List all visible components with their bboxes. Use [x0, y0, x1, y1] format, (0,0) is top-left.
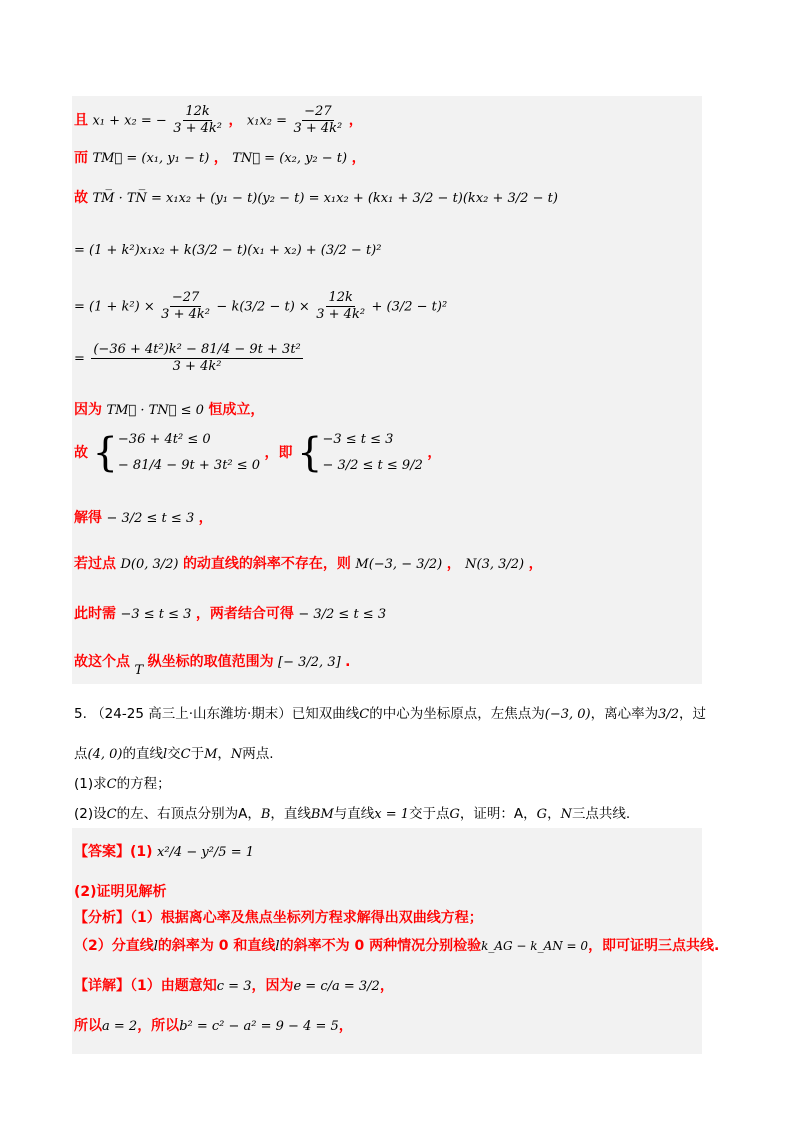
fraction: $\frac{12k}{\text{3 + 4k²}}$ [316, 290, 366, 322]
fraction: $\frac{\text{(−36 + 4t²)k² − 81/4 − 9t + 3t²}}{\text{3 + 4k²}}$ [93, 342, 301, 374]
detail-line-2: 所以a = 2，所以b² = c² − a² = 9 − 4 = 5， [74, 1018, 353, 1034]
fraction: $\frac{-27}{\text{3 + 4k²}}$ [161, 290, 210, 322]
solution-block-top [72, 96, 702, 684]
line-combine: 此时需 −3 ≤ t ≤ 3 ，两者结合可得 − 3/2 ≤ t ≤ 3 [74, 606, 387, 622]
line-expand: = (1 + k²)x₁x₂ + k(3/2 − t)(x₁ + x₂) + (3/2 − t)² [74, 243, 382, 258]
line-solve: 解得 − 3/2 ≤ t ≤ 3 ， [74, 510, 213, 526]
system-right: { −3 ≤ t ≤ 3 − 3/2 ≤ t ≤ 9/2 [296, 430, 423, 476]
line-condition: 因为 TM⃗ · TN⃗ ≤ 0 恒成立， [74, 402, 265, 418]
detail-line-1: 【详解】（1）由题意知c = 3，因为e = c/a = 3/2， [74, 978, 394, 994]
problem-5-line-2: 点(4, 0)的直线l交C于M，N两点. [74, 746, 274, 762]
line-simplified: = $\frac{\text{(−36 + 4t²)k² − 81/4 − 9t + 3t²}}{\text{3 + 4k²}}$ [74, 342, 301, 374]
line-vectors: 而 TM⃗ = (x₁, y₁ − t) ， TN⃗ = (x₂, y₂ − t) ， [74, 150, 366, 166]
analysis-line-1: 【分析】（1）根据离心率及焦点坐标列方程求解得出双曲线方程； [74, 910, 483, 926]
line-sum-product: 且 x₁ + x₂ = − $\frac{12k}{\text{3 + 4k²}}$ ， x₁x₂ = $\frac{-27}{\text{3 + 4k²}}$ ， [74, 104, 363, 136]
line-system: 故 { −36 + 4t² ≤ 0 − 81/4 − 9t + 3t² ≤ 0 ，即 { −3 ≤ t ≤ 3 − 3/2 ≤ t ≤ 9/2 ， [74, 430, 442, 476]
analysis-line-2: （2）分直线l的斜率为 0 和直线l的斜率不为 0 两种情况分别检验k_AG − k_AN = 0，即可证明三点共线. [74, 938, 720, 954]
line-conclusion: 故这个点 T 纵坐标的取值范围为 [− 3/2, 3] . [74, 654, 351, 678]
fraction: $\frac{12k}{\text{3 + 4k²}}$ [173, 104, 222, 136]
question-2: (2)设C的左、右顶点分别为A，B，直线BM与直线x = 1交于点G，证明：A，G，N三点共线. [74, 806, 631, 822]
problem-5-line-1: 5. （24-25 高三上·山东潍坊·期末）已知双曲线C的中心为坐标原点，左焦点为(−3, 0)，离心率为3/2，过 [74, 706, 707, 722]
answer-line: 【答案】(1) x²/4 − y²/5 = 1 [74, 844, 254, 860]
system-left: { −36 + 4t² ≤ 0 − 81/4 − 9t + 3t² ≤ 0 [92, 430, 261, 476]
line-dot-product: 故 TM̅ · TN̅ = x₁x₂ + (y₁ − t)(y₂ − t) = x₁x₂ + (kx₁ + 3/2 − t)(kx₂ + 3/2 − t) [74, 190, 558, 206]
answer-part-2: (2)证明见解析 [74, 884, 167, 900]
fraction: $\frac{-27}{\text{3 + 4k²}}$ [293, 104, 343, 136]
line-substitute: = (1 + k²) × $\frac{-27}{\text{3 + 4k²}}$ − k(3/2 − t) × $\frac{12k}{\text{3 + 4k²}}$ + (3/2 − t)² [74, 290, 448, 322]
line-vertical-case: 若过点 D(0, 3/2) 的动直线的斜率不存在，则 M(−3, − 3/2) ， N(3, 3/2) ， [74, 556, 543, 572]
question-1: (1)求C的方程； [74, 776, 171, 792]
